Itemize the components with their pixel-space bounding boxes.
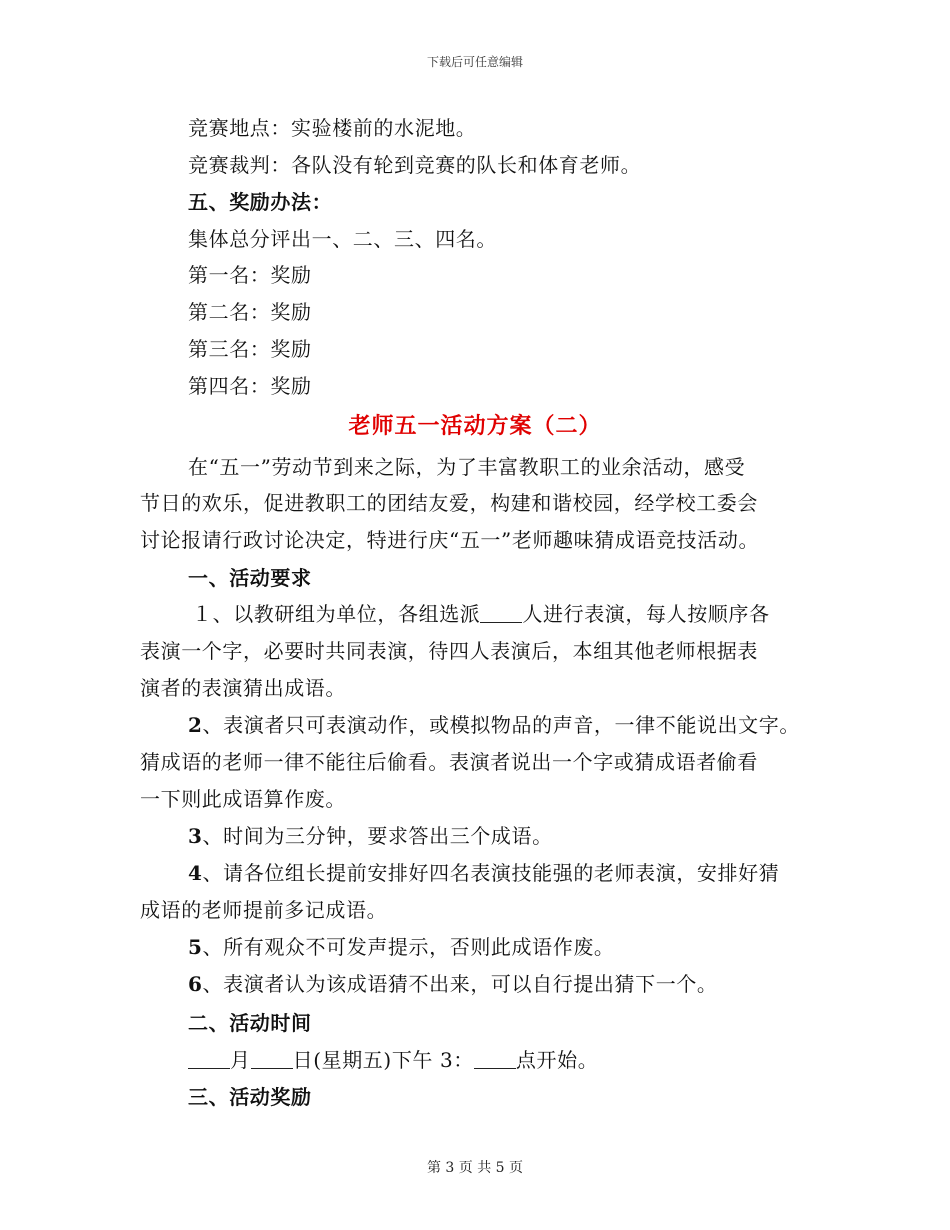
req-item-6-number: 6 bbox=[188, 972, 203, 996]
blank-month bbox=[188, 1048, 230, 1069]
req-item-5-number: 5 bbox=[188, 935, 203, 959]
req-item-6 bbox=[188, 971, 718, 997]
competition-judges: 竞赛裁判：各队没有轮到竞赛的队长和体育老师。 bbox=[188, 153, 642, 177]
intro-line-2: 节日的欢乐，促进教职工的团结友爱，构建和谐校园，经学校工委会 bbox=[140, 491, 758, 515]
section-heading-requirements: 一、活动要求 bbox=[188, 566, 312, 590]
award-second: 第二名：奖励 bbox=[188, 300, 312, 324]
document-title: 老师五一活动方案（二） bbox=[348, 413, 602, 439]
blank-hour bbox=[474, 1048, 516, 1069]
page-header: 下载后可任意编辑 bbox=[426, 55, 523, 69]
activity-time bbox=[188, 1047, 598, 1073]
req-item-4-number: 4 bbox=[188, 861, 203, 885]
blank-day bbox=[251, 1048, 293, 1069]
section-heading-awards: 五、奖励办法： bbox=[188, 190, 333, 214]
intro-line-1: 在“五一”劳动节到来之际，为了丰富教职工的业余活动，感受 bbox=[188, 455, 746, 479]
page-footer: 第 3 页 共 5 页 bbox=[426, 1160, 524, 1176]
award-third: 第三名：奖励 bbox=[188, 337, 312, 361]
req-item-2-line-2: 猜成语的老师一律不能往后偷看。表演者说出一个字或猜成语者偷看 bbox=[140, 750, 758, 774]
req-item-2-line-3: 一下则此成语算作废。 bbox=[140, 787, 346, 811]
award-rule: 集体总分评出一、二、三、四名。 bbox=[188, 227, 497, 251]
time-end-label: 点开始。 bbox=[515, 1048, 599, 1072]
req-item-2-line-1 bbox=[188, 712, 800, 738]
time-month-label: 月 bbox=[230, 1048, 251, 1072]
req-item-3-text: 、时间为三分钟，要求答出三个成语。 bbox=[202, 824, 553, 848]
time-day-label: 日(星期五)下午 3： bbox=[292, 1048, 474, 1072]
section-heading-rewards: 三、活动奖励 bbox=[188, 1085, 312, 1109]
req-item-5-text: 、所有观众不可发声提示，否则此成语作废。 bbox=[202, 935, 615, 959]
req-item-1-text-post: 人进行表演，每人按顺序各 bbox=[522, 602, 770, 626]
req-item-4-line-1 bbox=[188, 860, 779, 886]
req-item-6-text: 、表演者认为该成语猜不出来，可以自行提出猜下一个。 bbox=[202, 972, 718, 996]
section-heading-time: 二、活动时间 bbox=[188, 1011, 312, 1035]
req-item-1-line-3: 演者的表演猜出成语。 bbox=[140, 676, 346, 700]
req-item-2-number: 2 bbox=[188, 713, 203, 737]
competition-venue: 竞赛地点：实验楼前的水泥地。 bbox=[188, 116, 477, 140]
req-item-3-number: 3 bbox=[188, 824, 203, 848]
req-item-3 bbox=[188, 823, 553, 849]
blank-performer-count bbox=[480, 602, 522, 623]
req-item-1-text-pre: １、以教研组为单位，各组选派 bbox=[192, 602, 481, 626]
req-item-4-line-2: 成语的老师提前多记成语。 bbox=[140, 898, 388, 922]
req-item-1-line-1 bbox=[192, 601, 770, 627]
req-item-4-text: 、请各位组长提前安排好四名表演技能强的老师表演，安排好猜 bbox=[202, 861, 780, 885]
award-fourth: 第四名：奖励 bbox=[188, 374, 312, 398]
award-first: 第一名：奖励 bbox=[188, 263, 312, 287]
intro-line-3: 讨论报请行政讨论决定，特进行庆“五一”老师趣味猜成语竞技活动。 bbox=[140, 528, 760, 552]
req-item-1-line-2: 表演一个字，必要时共同表演，待四人表演后，本组其他老师根据表 bbox=[140, 639, 758, 663]
req-item-5 bbox=[188, 934, 615, 960]
req-item-2-text: 、表演者只可表演动作，或模拟物品的声音，一律不能说出文字。 bbox=[202, 713, 800, 737]
